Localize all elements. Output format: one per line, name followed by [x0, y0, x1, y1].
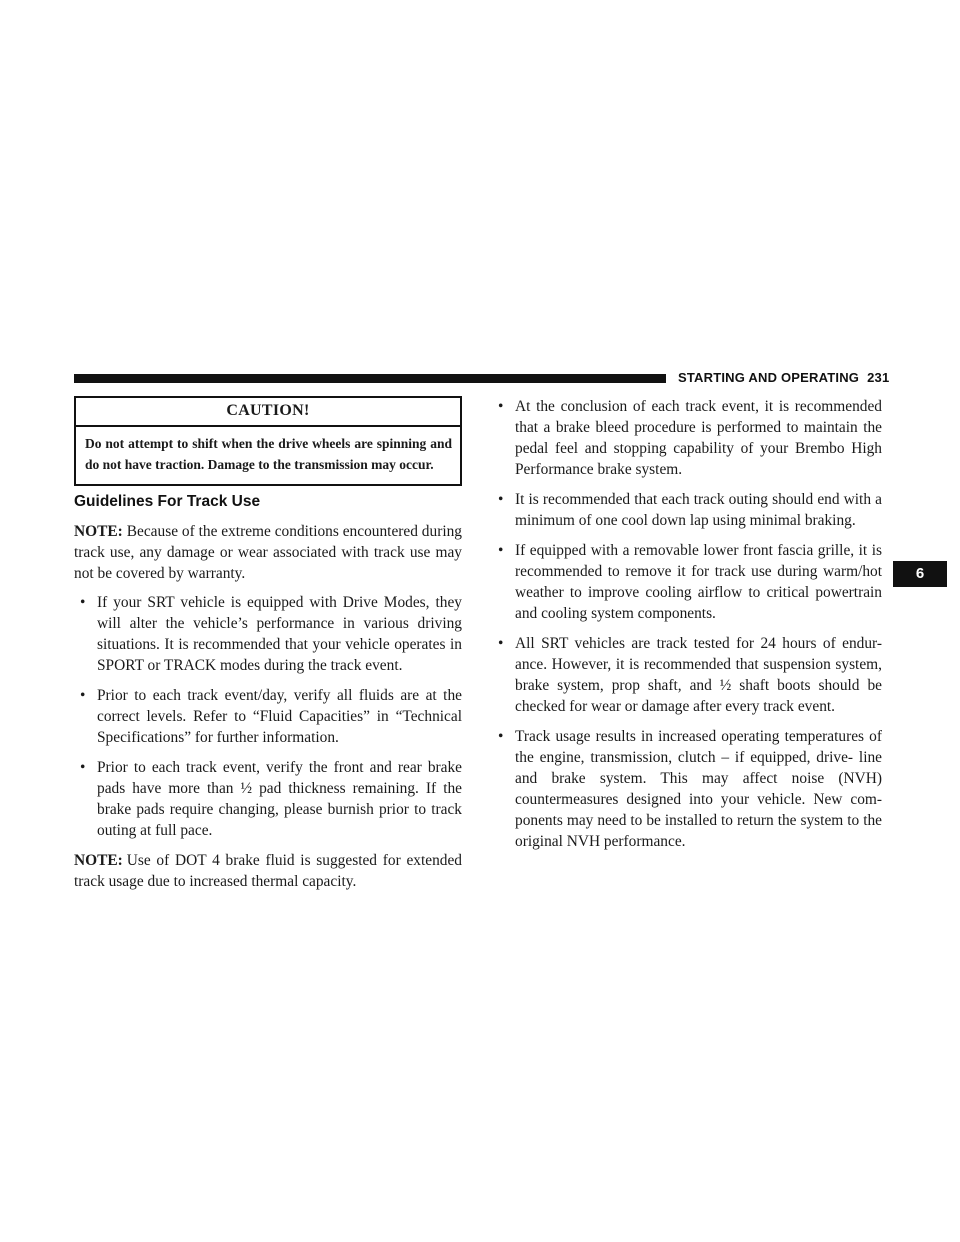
bullet-icon: •	[80, 594, 86, 611]
caution-text: Do not attempt to shift when the drive wheels are spinning and do not have traction. Damage to the transmission may occur.	[85, 436, 452, 472]
right-column	[492, 396, 882, 861]
section-heading: Guidelines For Track Use	[74, 493, 261, 510]
section-title: STARTING AND OPERATING	[678, 370, 860, 385]
bullet-icon: •	[498, 542, 504, 559]
bullet-icon: •	[498, 728, 504, 745]
note-label: NOTE:	[74, 523, 123, 540]
left-column	[74, 396, 462, 892]
list-item-text: If equipped with a removable lower front fascia grille, it is recommended to remove it for track use during warm/hot weather to improve cooling airflow to critical powertrain and cooling system components.	[515, 542, 882, 622]
note-label: NOTE:	[74, 852, 123, 869]
left-bullet-list	[74, 592, 462, 841]
note-text: Use of DOT 4 brake fluid is suggested for extended track usage due to increased thermal capacity.	[74, 852, 462, 890]
bullet-icon: •	[498, 635, 504, 652]
list-item-text: Prior to each track event/day, verify all fluids are at the correct levels. Refer to “Fluid Capacities” in “Technical Specifications” for further information.	[97, 687, 462, 746]
list-item	[74, 757, 462, 841]
page-number: 231	[867, 370, 890, 385]
note-paragraph	[74, 850, 462, 892]
list-item	[74, 592, 462, 676]
list-item-text: At the conclusion of each track event, it is recommended that a brake bleed procedure is performed to maintain the pedal feel and stopping capability of your Brembo High Performance brake system.	[515, 398, 882, 478]
bullet-icon: •	[498, 398, 504, 415]
chapter-tab: 6	[893, 561, 947, 587]
bullet-icon: •	[80, 687, 86, 704]
list-item-text: Track usage results in increased operating temperatures of the engine, transmission, clutch – if equipped, drive- line and brake system. This may affect noise (NVH) countermeasures designed into your vehicle. New com- ponents may need to be installed to return the system to the original NVH performance.	[515, 728, 882, 850]
header-rule	[74, 374, 666, 383]
list-item	[74, 685, 462, 748]
list-item	[492, 489, 882, 531]
caution-title: CAUTION!	[76, 398, 460, 427]
caution-box	[74, 396, 462, 486]
right-bullet-list	[492, 396, 882, 852]
list-item-text: All SRT vehicles are track tested for 24 hours of endur- ance. However, it is recommended that suspension system, brake system, prop shaft, and ½ shaft boots should be checked for wear or damage after every track event.	[515, 635, 882, 715]
note-text: Because of the extreme conditions encountered during track use, any damage or wear associated with track use may not be covered by warranty.	[74, 523, 462, 582]
header-text	[678, 370, 889, 385]
page-header	[74, 368, 890, 386]
list-item	[492, 726, 882, 852]
bullet-icon: •	[498, 491, 504, 508]
list-item-text: It is recommended that each track outing should end with a minimum of one cool down lap using minimal braking.	[515, 491, 882, 529]
bullet-icon: •	[80, 759, 86, 776]
list-item-text: If your SRT vehicle is equipped with Drive Modes, they will alter the vehicle’s performance in various driving situations. It is recommended that your vehicle operates in SPORT or TRACK modes during the track event.	[97, 594, 462, 674]
list-item	[492, 540, 882, 624]
list-item	[492, 396, 882, 480]
list-item	[492, 633, 882, 717]
list-item-text: Prior to each track event, verify the front and rear brake pads have more than ½ pad thickness remaining. If the brake pads require changing, please burnish prior to track outing at full pace.	[97, 759, 462, 839]
note-paragraph	[74, 521, 462, 584]
